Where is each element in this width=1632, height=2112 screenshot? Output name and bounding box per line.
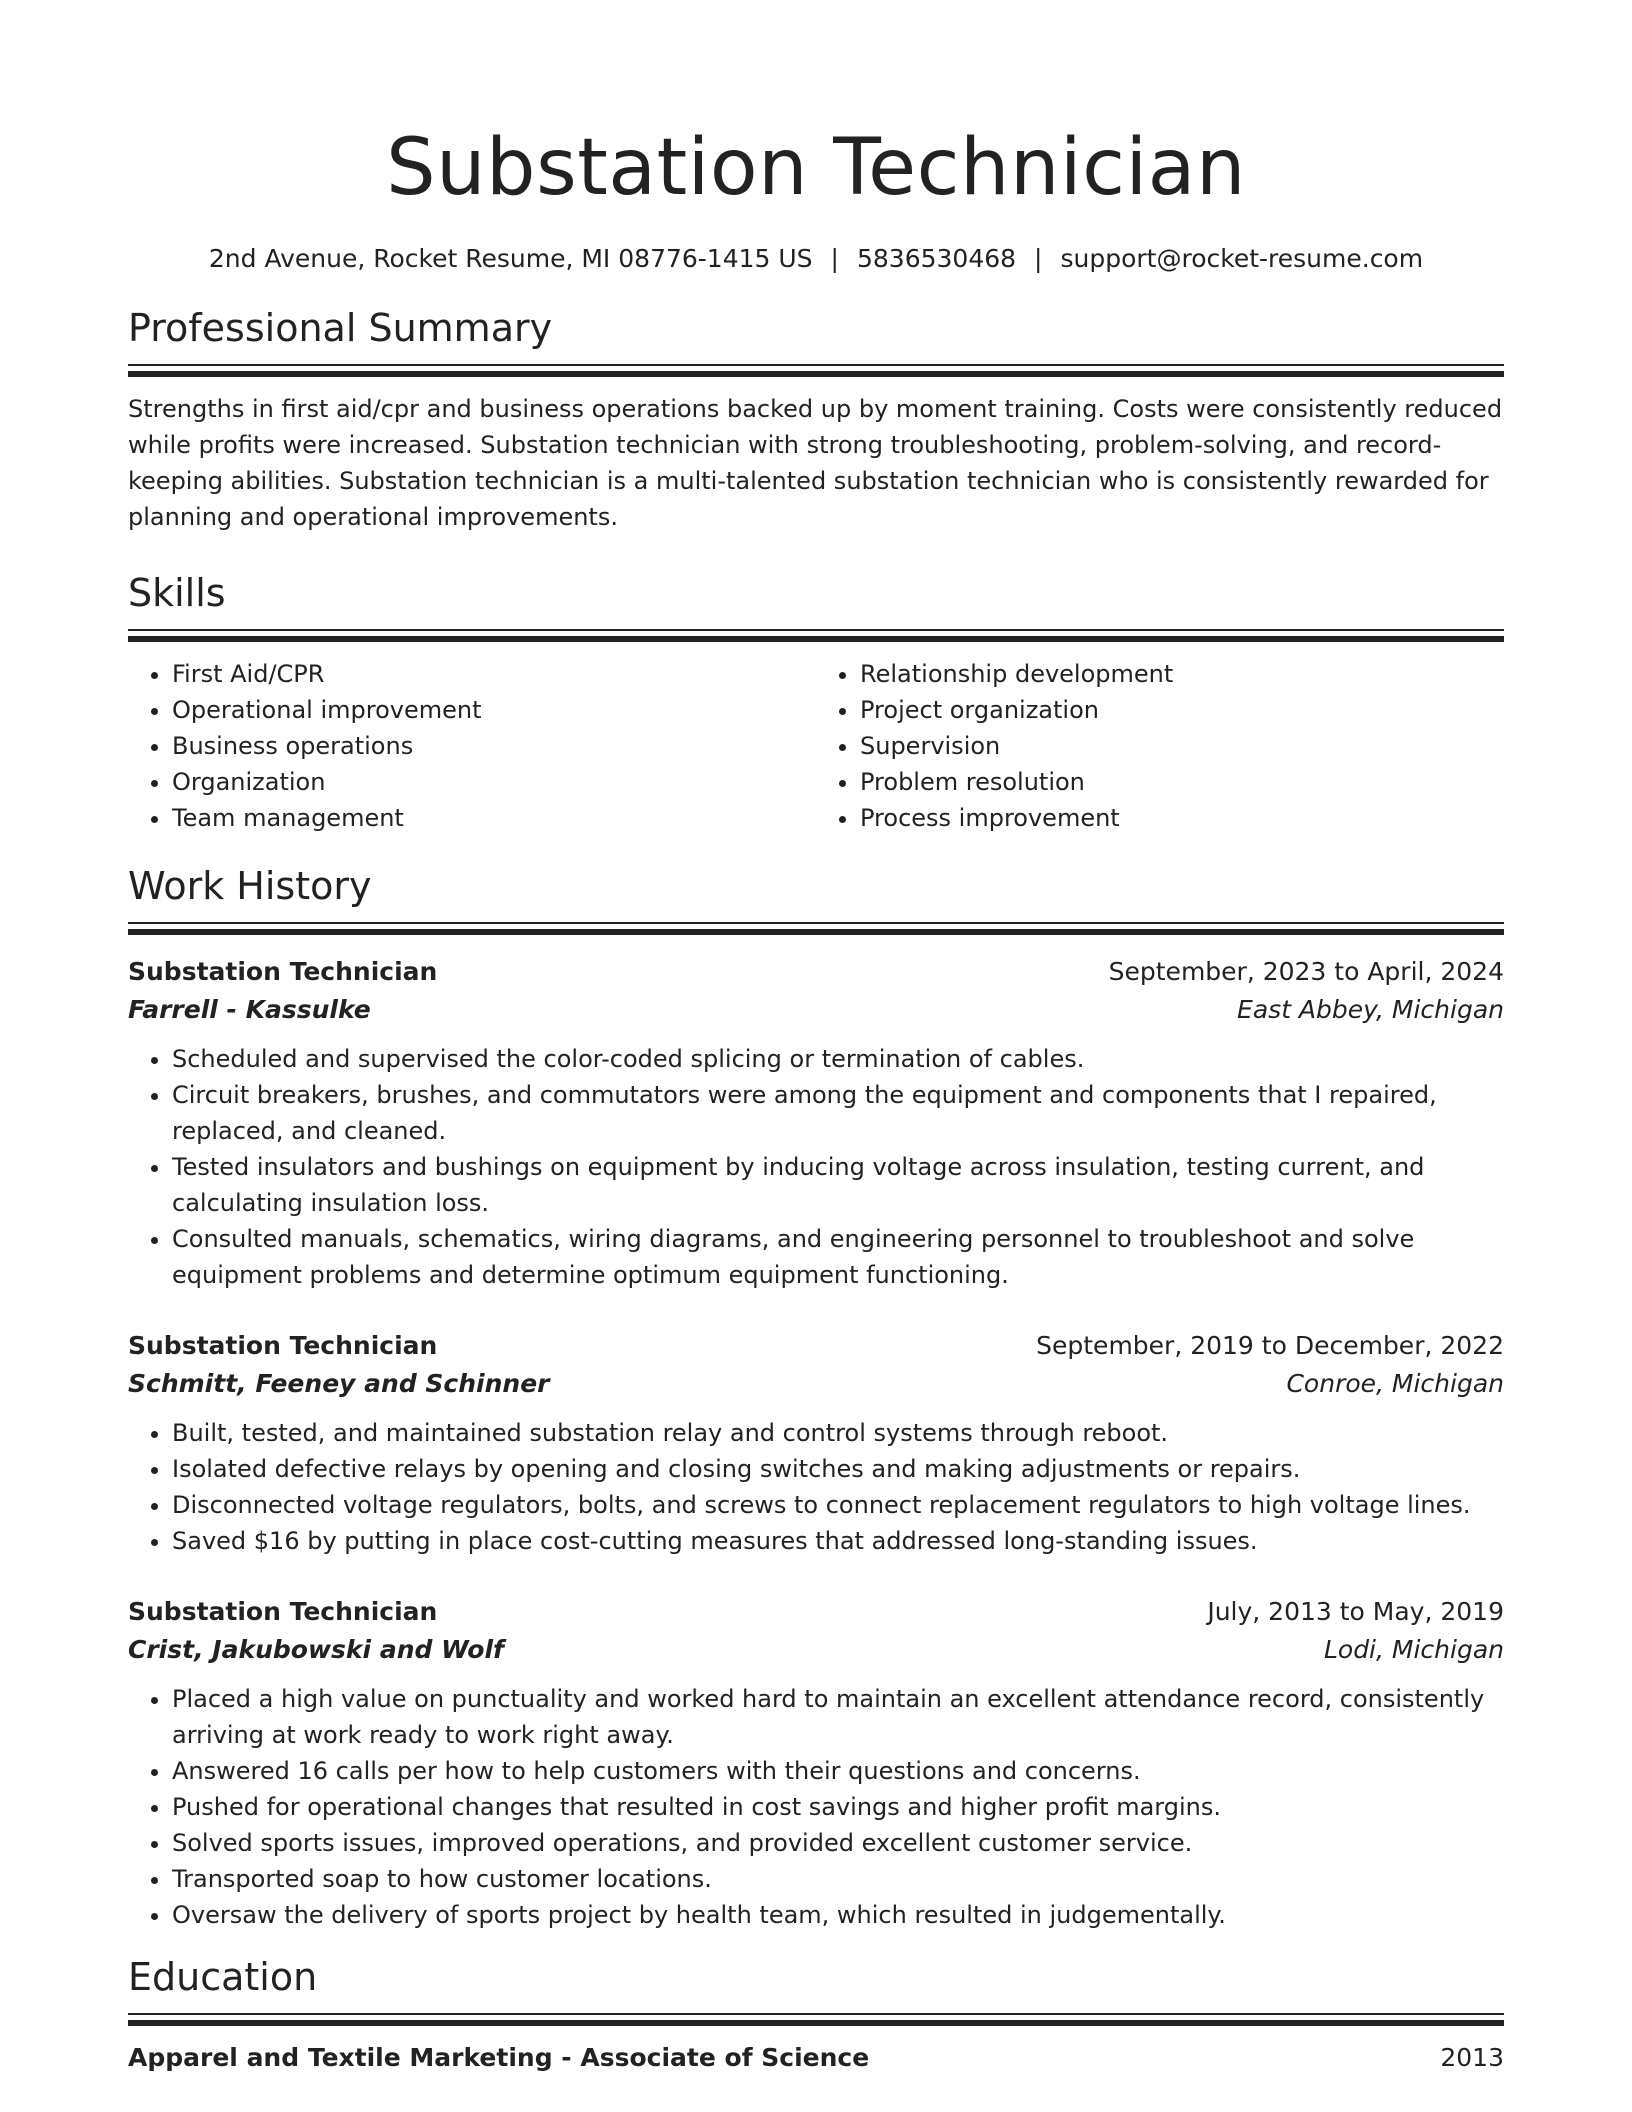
job-bullet: • Disconnected voltage regulators, bolts, and screws to connect replacement regulators to high voltage lines. [172, 1487, 1504, 1523]
job-location: Conroe, Michigan [1286, 1369, 1504, 1398]
skill-item: • Process improvement [860, 800, 1504, 836]
section-divider [128, 364, 1504, 377]
skills-list [128, 656, 1504, 836]
contact-separator: | [830, 244, 839, 273]
skill-item: • Business operations [172, 728, 816, 764]
job-entry [128, 1327, 1504, 1559]
skill-item: • Problem resolution [860, 764, 1504, 800]
contact-address: 2nd Avenue, Rocket Resume, MI 08776-1415 US [208, 244, 813, 273]
job-bullets [128, 1681, 1504, 1933]
section-title-skills: Skills [128, 571, 226, 615]
contact-email: support@rocket-resume.com [1060, 244, 1424, 273]
job-header [128, 953, 1504, 991]
job-title: Substation Technician [128, 957, 438, 986]
job-header [128, 1593, 1504, 1631]
job-dates: July, 2013 to May, 2019 [1207, 1597, 1504, 1626]
job-title: Substation Technician [128, 1331, 438, 1360]
job-location: East Abbey, Michigan [1237, 995, 1504, 1024]
job-dates: September, 2019 to December, 2022 [1036, 1331, 1504, 1360]
job-bullet: • Pushed for operational changes that resulted in cost savings and higher profit margins. [172, 1789, 1504, 1825]
job-subheader [128, 991, 1504, 1029]
job-bullet: • Consulted manuals, schematics, wiring diagrams, and engineering personnel to troubleshoot and solve equipment problems and determine optimum equipment functioning. [172, 1221, 1504, 1293]
skill-item: • Supervision [860, 728, 1504, 764]
contact-phone: 5836530468 [856, 244, 1017, 273]
skill-item: • Organization [172, 764, 816, 800]
job-company: Crist, Jakubowski and Wolf [128, 1635, 504, 1664]
job-bullets [128, 1415, 1504, 1559]
education-entry [128, 2040, 1504, 2076]
job-bullets [128, 1041, 1504, 1293]
section-title-education: Education [128, 1955, 318, 1999]
job-bullet: • Placed a high value on punctuality and worked hard to maintain an excellent attendance record, consistently arriving at work ready to work right away. [172, 1681, 1504, 1753]
education-section [128, 1953, 1504, 2076]
job-dates: September, 2023 to April, 2024 [1108, 957, 1504, 986]
professional-summary-section [128, 304, 1504, 535]
section-divider [128, 629, 1504, 642]
summary-text: Strengths in first aid/cpr and business operations backed up by moment training. Costs were consistently reduced while profits were increased. Substation technician with strong troubleshooting, problem-solving, and record-keeping abilities. Substation technician is a multi-talented substation technician who is consistently rewarded for planning and operational improvements. [128, 395, 1503, 531]
education-degree: Apparel and Textile Marketing - Associate of Science [128, 2043, 870, 2072]
section-divider [128, 2013, 1504, 2026]
job-bullet: • Scheduled and supervised the color-coded splicing or termination of cables. [172, 1041, 1504, 1077]
resume-page [128, 0, 1504, 2076]
job-subheader [128, 1365, 1504, 1403]
job-entry [128, 953, 1504, 1293]
resume-name: Substation Technician [386, 123, 1246, 213]
skills-column-right [816, 656, 1504, 836]
skill-item: • Operational improvement [172, 692, 816, 728]
job-subheader [128, 1631, 1504, 1669]
job-bullet: • Circuit breakers, brushes, and commutators were among the equipment and components that I repaired, replaced, and cleaned. [172, 1077, 1504, 1149]
job-entry [128, 1593, 1504, 1933]
work-history-section [128, 862, 1504, 1933]
job-bullet: • Oversaw the delivery of sports project by health team, which resulted in judgementally. [172, 1897, 1504, 1933]
job-title: Substation Technician [128, 1597, 438, 1626]
job-location: Lodi, Michigan [1323, 1635, 1504, 1664]
job-company: Farrell - Kassulke [128, 995, 371, 1024]
job-header [128, 1327, 1504, 1365]
contact-separator: | [1034, 244, 1043, 273]
section-divider [128, 922, 1504, 935]
section-title-work: Work History [128, 864, 372, 908]
job-company: Schmitt, Feeney and Schinner [128, 1369, 550, 1398]
skill-item: • Team management [172, 800, 816, 836]
job-bullet: • Isolated defective relays by opening and closing switches and making adjustments or repairs. [172, 1451, 1504, 1487]
skills-section [128, 569, 1504, 836]
section-title-summary: Professional Summary [128, 306, 553, 350]
education-year: 2013 [1440, 2043, 1504, 2072]
job-bullet: • Saved $16 by putting in place cost-cutting measures that addressed long-standing issues. [172, 1523, 1504, 1559]
skill-item: • First Aid/CPR [172, 656, 816, 692]
job-bullet: • Tested insulators and bushings on equipment by inducing voltage across insulation, testing current, and calculating insulation loss. [172, 1149, 1504, 1221]
job-bullet: • Answered 16 calls per how to help customers with their questions and concerns. [172, 1753, 1504, 1789]
skill-item: • Project organization [860, 692, 1504, 728]
job-bullet: • Solved sports issues, improved operations, and provided excellent customer service. [172, 1825, 1504, 1861]
skill-item: • Relationship development [860, 656, 1504, 692]
skills-column-left [128, 656, 816, 836]
job-bullet: • Transported soap to how customer locations. [172, 1861, 1504, 1897]
job-bullet: • Built, tested, and maintained substation relay and control systems through reboot. [172, 1415, 1504, 1451]
contact-line [128, 242, 1504, 276]
